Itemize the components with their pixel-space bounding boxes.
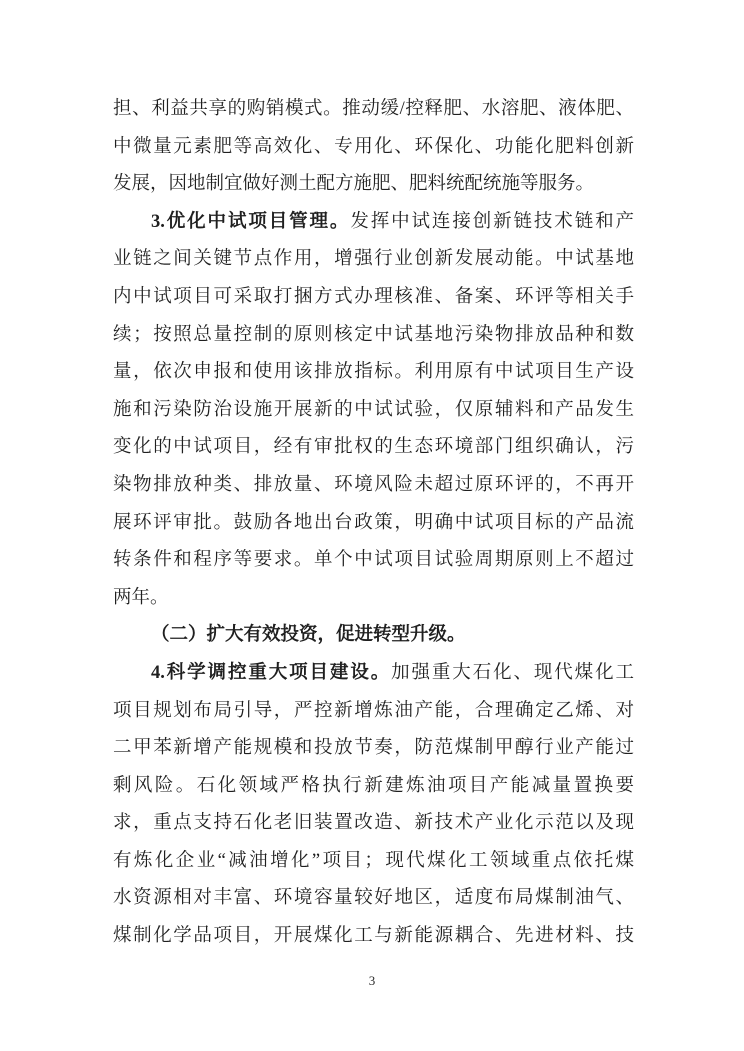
text-line: [113, 279, 634, 317]
text-segment: 续；按照总量控制的原则核定中试基地污染物排放品种和数: [113, 324, 634, 345]
text-segment: 担、利益共享的购销模式。推动缓/控释肥、水溶肥、液体肥、: [113, 99, 634, 119]
text-line: [113, 880, 634, 918]
text-line: [113, 693, 634, 731]
text-segment: 展环评审批。鼓励各地出台政策，明确中试项目标的产品流: [113, 512, 634, 533]
text-line: [113, 204, 634, 242]
text-segment: 水资源相对丰富、环境容量较好地区，适度布局煤制油气、: [113, 888, 634, 909]
text-line: [113, 241, 634, 279]
text-segment: 变化的中试项目，经有审批权的生态环境部门组织确认，污: [113, 437, 634, 458]
text-segment: 业链之间关键节点作用，增强行业创新发展动能。中试基地: [113, 249, 634, 270]
bold-text-segment: 3.优化中试项目管理。: [151, 211, 351, 232]
text-line: [113, 617, 634, 655]
text-segment: 剩风险。石化领域严格执行新建炼油项目产能减量置换要: [113, 775, 634, 796]
text-line: [113, 730, 634, 768]
text-segment: 二甲苯新增产能规模和投放节奏，防范煤制甲醇行业产能过: [113, 738, 634, 759]
text-line: [113, 805, 634, 843]
text-segment: 两年。: [113, 587, 169, 608]
text-line: [113, 317, 634, 355]
text-segment: 发挥中试连接创新链技术链和产: [350, 211, 634, 232]
text-segment: 量，依次申报和使用该排放指标。利用原有中试项目生产设: [113, 362, 634, 383]
text-line: [113, 91, 634, 129]
page-number: 3: [368, 973, 376, 988]
text-segment: 项目规划布局引导，严控新增炼油产能，合理确定乙烯、对: [113, 700, 634, 721]
text-line: [113, 768, 634, 806]
bold-text-segment: 4.科学调控重大项目建设。: [151, 662, 392, 683]
text-segment: 有炼化企业“减油增化”项目；现代煤化工领域重点依托煤: [113, 850, 634, 871]
text-segment: 发展，因地制宜做好测土配方施肥、肥料统配统施等服务。: [113, 174, 595, 195]
text-segment: 施和污染防治设施开展新的中试试验，仅原辅料和产品发生: [113, 399, 634, 420]
text-line: [113, 429, 634, 467]
text-line: [113, 655, 634, 693]
text-line: [113, 129, 634, 167]
text-line: [113, 918, 634, 956]
text-segment: 中微量元素肥等高效化、专用化、环保化、功能化肥料创新: [113, 136, 634, 157]
text-segment: 内中试项目可采取打捆方式办理核准、备案、环评等相关手: [113, 286, 634, 307]
bold-text-segment: （二）扩大有效投资，促进转型升级。: [151, 625, 466, 646]
text-segment: 转条件和程序等要求。单个中试项目试验周期原则上不超过: [113, 550, 634, 571]
text-segment: 求，重点支持石化老旧装置改造、新技术产业化示范以及现: [113, 813, 634, 834]
text-line: [113, 467, 634, 505]
text-line: [113, 542, 634, 580]
text-line: [113, 580, 634, 618]
text-line: [113, 166, 634, 204]
text-line: [113, 354, 634, 392]
text-line: [113, 843, 634, 881]
text-segment: 加强重大石化、现代煤化工: [391, 662, 634, 683]
document-body: [113, 91, 634, 956]
text-line: [113, 392, 634, 430]
text-line: [113, 505, 634, 543]
text-segment: 染物排放种类、排放量、环境风险未超过原环评的，不再开: [113, 474, 634, 495]
text-segment: 煤制化学品项目，开展煤化工与新能源耦合、先进材料、技: [113, 926, 634, 947]
